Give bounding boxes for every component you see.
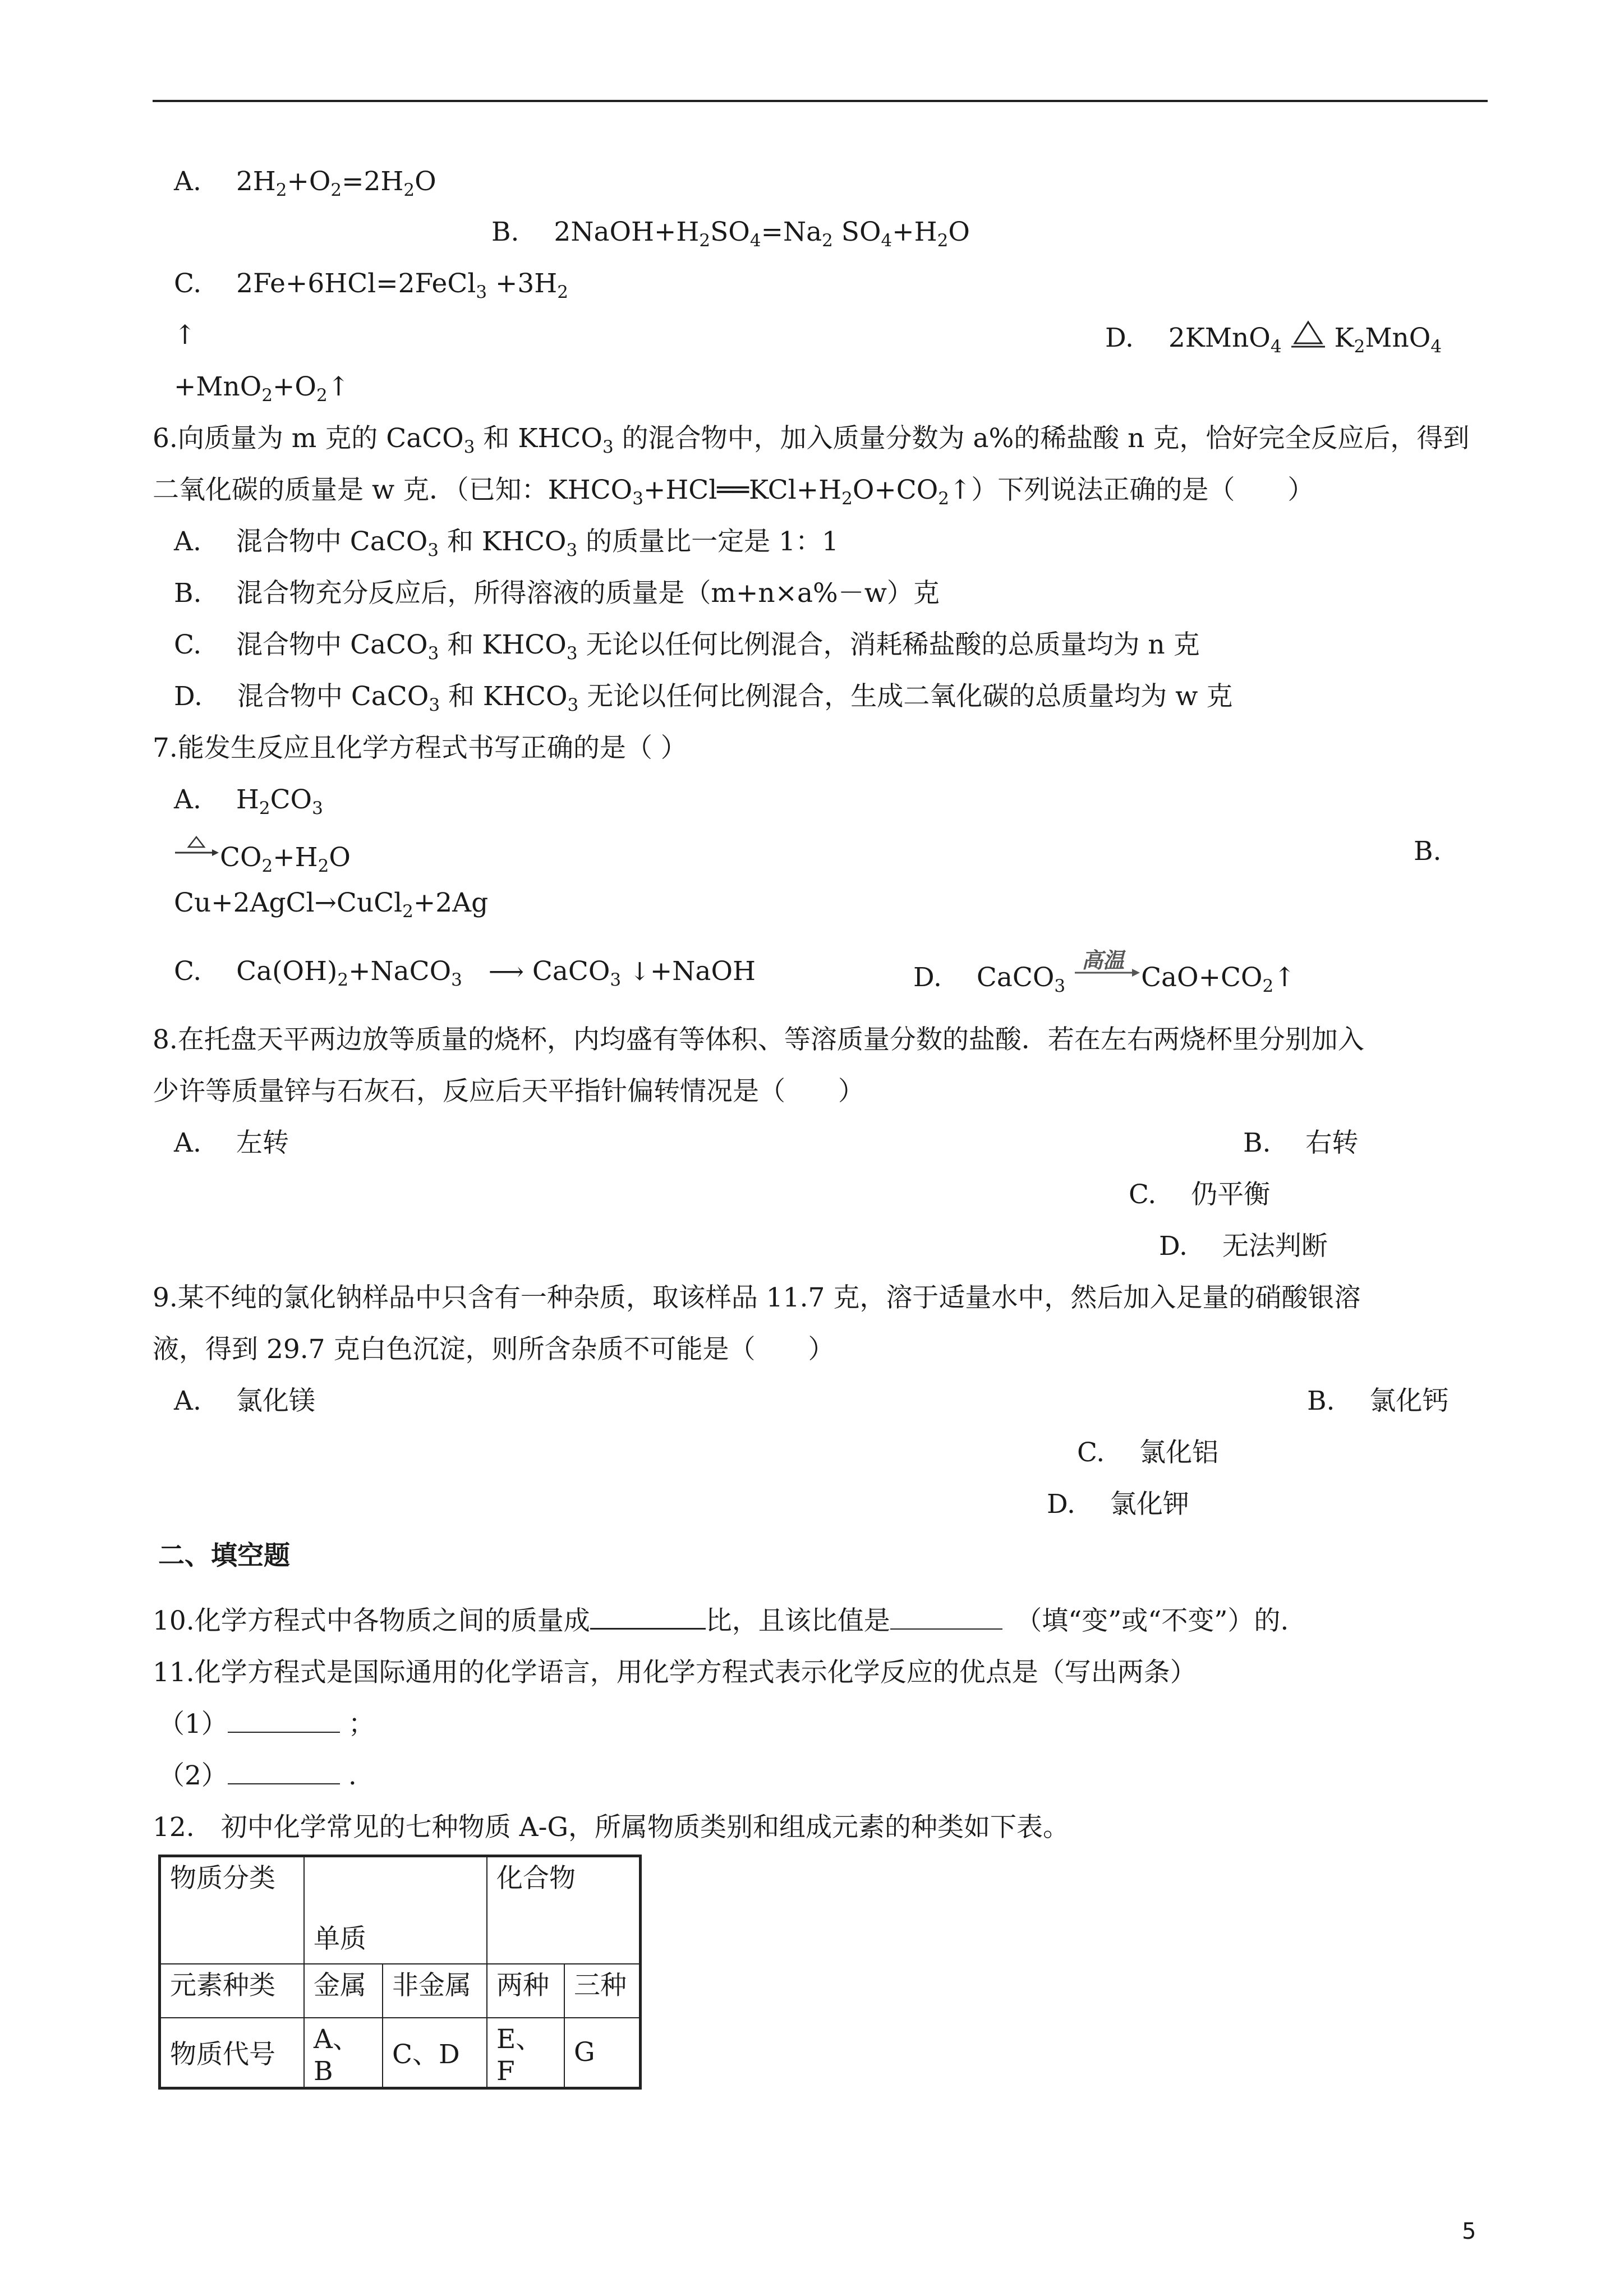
q6-option-d[interactable]: D. 混合物中 CaCO$_3$ 和 $KHCO_3$ 无论以任何比例混合，生成二氧化碳的总质量均为 w 克: [174, 681, 1233, 715]
substance-table: [158, 1855, 642, 2090]
q9-stem-line2: 液，得到 29.7 克白色沉淀，则所含杂质不可能是（ ）: [153, 1334, 835, 1365]
q5-option-c[interactable]: C. 2Fe+6HCl=2FeCl$_3$ $+3H_2$: [174, 268, 569, 302]
table-cell-g: G: [564, 2018, 641, 2088]
q9-option-a[interactable]: A. 氯化镁: [174, 1386, 315, 1416]
q7-option-c[interactable]: C. $Ca(OH)_2+NaCO_3$ ⟶ CaCO$_3$ ↓+NaOH: [174, 956, 756, 990]
q11-blank-1[interactable]: [228, 1709, 340, 1733]
page-number: 5: [1462, 2219, 1476, 2244]
q11-stem: 11.化学方程式是国际通用的化学语言，用化学方程式表示化学反应的优点是（写出两条）: [153, 1657, 1197, 1688]
table-header-class: 物质分类: [160, 1856, 305, 1964]
q11-item-2: （2） .: [158, 1760, 357, 1791]
q11-blank-2[interactable]: [228, 1761, 340, 1784]
q10-text: 10.化学方程式中各物质之间的质量成 比，且该比值是 （填“变”或“不变”）的.: [153, 1605, 1289, 1636]
q7-option-b[interactable]: B.: [1414, 836, 1442, 867]
q8-option-a[interactable]: A. 左转: [174, 1128, 289, 1158]
q8-stem-line2: 少许等质量锌与石灰石，反应后天平指针偏转情况是（ ）: [153, 1076, 864, 1107]
q6-stem-line2: 二氧化碳的质量是 w 克．（已知：$KHCO_3+HCl══KCl+H_2O+CO_2↑$）下列说法正确的是（ ）: [153, 475, 1314, 509]
q9-stem-line1: 9.某不纯的氯化钠样品中只含有一种杂质，取该样品 11.7 克，溶于适量水中，然后加入足量的硝酸银溶: [153, 1282, 1361, 1313]
table-cell-metal: 金属: [304, 1964, 383, 2018]
q5-option-c-arrow: ↑: [174, 320, 196, 351]
q8-stem-line1: 8.在托盘天平两边放等质量的烧杯，内均盛有等体积、等溶质量分数的盐酸．若在左右两烧杯里分别加入: [153, 1024, 1364, 1055]
table-header-compound: 化合物: [487, 1856, 641, 1964]
q8-option-b[interactable]: B. 右转: [1243, 1128, 1359, 1158]
q5-option-d-tail: $+MnO_2+O_2↑$: [174, 371, 350, 406]
table-cell-three: 三种: [564, 1964, 641, 2018]
heat-arrow-icon: [174, 835, 220, 868]
q11-item-1: （1） ；: [158, 1709, 375, 1740]
table-row-label-code: 物质代号: [160, 2018, 305, 2088]
precipitate-arrow-icon: ↓: [629, 958, 650, 986]
q8-option-d[interactable]: D. 无法判断: [1159, 1231, 1328, 1262]
table-cell-two: 两种: [487, 1964, 564, 2018]
q9-option-c[interactable]: C. 氯化铝: [1077, 1437, 1219, 1468]
heat-triangle-icon: [1290, 319, 1326, 350]
q12-stem: 12. 初中化学常见的七种物质 A-G，所属物质类别和组成元素的种类如下表。: [153, 1812, 1070, 1843]
q7-option-a[interactable]: A. $H_2CO_3$: [174, 784, 323, 818]
q7-option-a-equation: $CO_2+H_2O$: [174, 835, 351, 875]
q6-option-c[interactable]: C. 混合物中 CaCO$_3$ 和 $KHCO_3$ 无论以任何比例混合，消耗稀盐酸的总质量均为 n 克: [174, 629, 1200, 664]
section-heading: 二、填空题: [158, 1540, 290, 1571]
q6-option-a[interactable]: A. 混合物中 CaCO$_3$ 和 $KHCO_3$ 的质量比一定是 1：1: [174, 526, 839, 560]
table-row-label-element: 元素种类: [160, 1964, 305, 2018]
reaction-arrow-icon: ⟶: [488, 958, 524, 986]
q7-option-b-equation: Cu+2AgCl→CuCl$_2$+2Ag: [174, 887, 489, 922]
q9-option-d[interactable]: D. 氯化钾: [1047, 1489, 1189, 1520]
q7-stem: 7.能发生反应且化学方程式书写正确的是（ ）: [153, 733, 687, 763]
q8-option-c[interactable]: C. 仍平衡: [1129, 1179, 1271, 1210]
table-cell-nonmetal: 非金属: [383, 1964, 487, 2018]
header-rule: [153, 100, 1488, 102]
table-cell-cd: C、D: [383, 2018, 487, 2088]
q6-option-b[interactable]: B. 混合物充分反应后，所得溶液的质量是（m+n×a%－w）克: [174, 578, 940, 609]
q6-stem-line1: 6.向质量为 m 克的 CaCO$_3$ 和 $KHCO_3$ 的混合物中，加入质量分数为 a%的稀盐酸 n 克，恰好完全反应后，得到: [153, 423, 1470, 457]
high-temp-arrow-icon: 高温: [1074, 955, 1141, 988]
table-cell-ef: E、F: [487, 2018, 564, 2088]
table-header-simple: 单质: [304, 1856, 487, 1964]
q10-blank-2[interactable]: [890, 1606, 1002, 1630]
q7-option-d[interactable]: D. CaCO$_3$ 高温 $CaO+CO_2↑$: [913, 948, 1296, 996]
q10-blank-1[interactable]: [590, 1605, 706, 1630]
q9-option-b[interactable]: B. 氯化钙: [1307, 1386, 1449, 1416]
q5-option-b[interactable]: B. $2NaOH+H_2SO_4=Na_2$ $SO_4+H_2O$: [491, 217, 970, 251]
q5-option-d[interactable]: D. 2KMnO$_4$ $K_2MnO_4$: [1105, 319, 1442, 355]
q5-option-a[interactable]: A. $2H_2+O_2=2H_2O$: [174, 166, 436, 200]
table-cell-ab: A、B: [304, 2018, 383, 2088]
